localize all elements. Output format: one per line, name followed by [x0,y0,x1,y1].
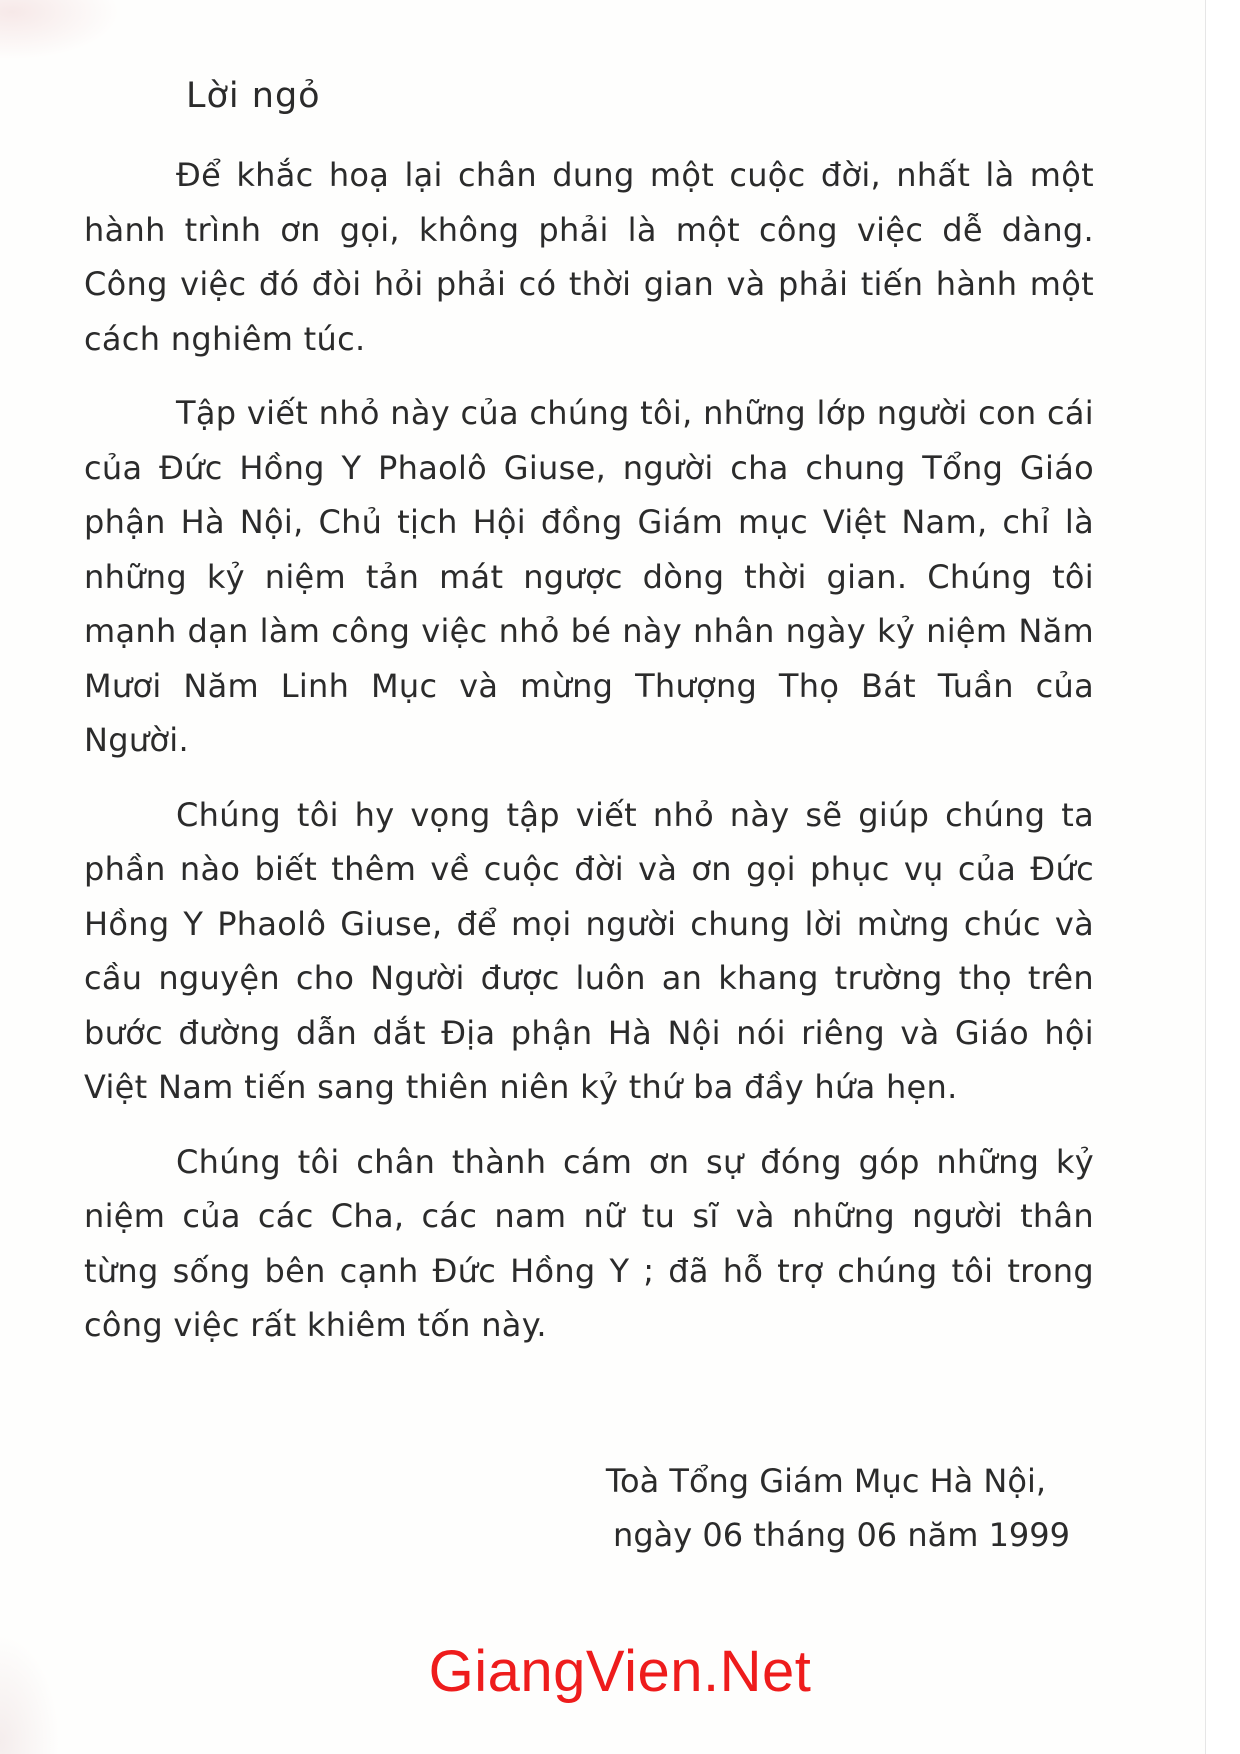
paragraph: Chúng tôi hy vọng tập viết nhỏ này sẽ giúp chúng ta phần nào biết thêm về cuộc đời và ơn gọi phục vụ của Đức Hồng Y Phaolô Giuse, để mọi người chung lời mừng chúc và cầu nguyện cho Người được luôn an khang trường thọ trên bước đường dẫn dắt Địa phận Hà Nội nói riêng và Giáo hội Việt Nam tiến sang thiên niên kỷ thứ ba đầy hứa hẹn. [84,795,1094,1106]
watermark-text: GiangVien.Net [428,1639,812,1704]
body-text [84,148,1094,1373]
signature-date: ngày 06 tháng 06 năm 1999 [613,1516,1070,1554]
scan-artifact [0,0,120,60]
paragraph: Tập viết nhỏ này của chúng tôi, những lớp người con cái của Đức Hồng Y Phaolô Giuse, người cha chung Tổng Giáo phận Hà Nội, Chủ tịch Hội đồng Giám mục Việt Nam, chỉ là những kỷ niệm tản mát ngược dòng thời gian. Chúng tôi mạnh dạn làm công việc nhỏ bé này nhân ngày kỷ niệm Năm Mươi Năm Linh Mục và mừng Thượng Thọ Bát Tuần của Người. [84,394,1094,759]
paragraph: Chúng tôi chân thành cám ơn sự đóng góp những kỷ niệm của các Cha, các nam nữ tu sĩ và những người thân từng sống bên cạnh Đức Hồng Y ; đã hỗ trợ chúng tôi trong công việc rất khiêm tốn này. [84,1142,1094,1344]
signature-place: Toà Tổng Giám Mục Hà Nội, [605,1462,1046,1500]
paragraph: Để khắc hoạ lại chân dung một cuộc đời, nhất là một hành trình ơn gọi, không phải là một công việc dễ dàng. Công việc đó đòi hỏi phải có thời gian và phải tiến hành một cách nghiêm túc. [84,156,1094,358]
page-title: Lời ngỏ [186,76,321,116]
signature-block [550,1454,1070,1562]
